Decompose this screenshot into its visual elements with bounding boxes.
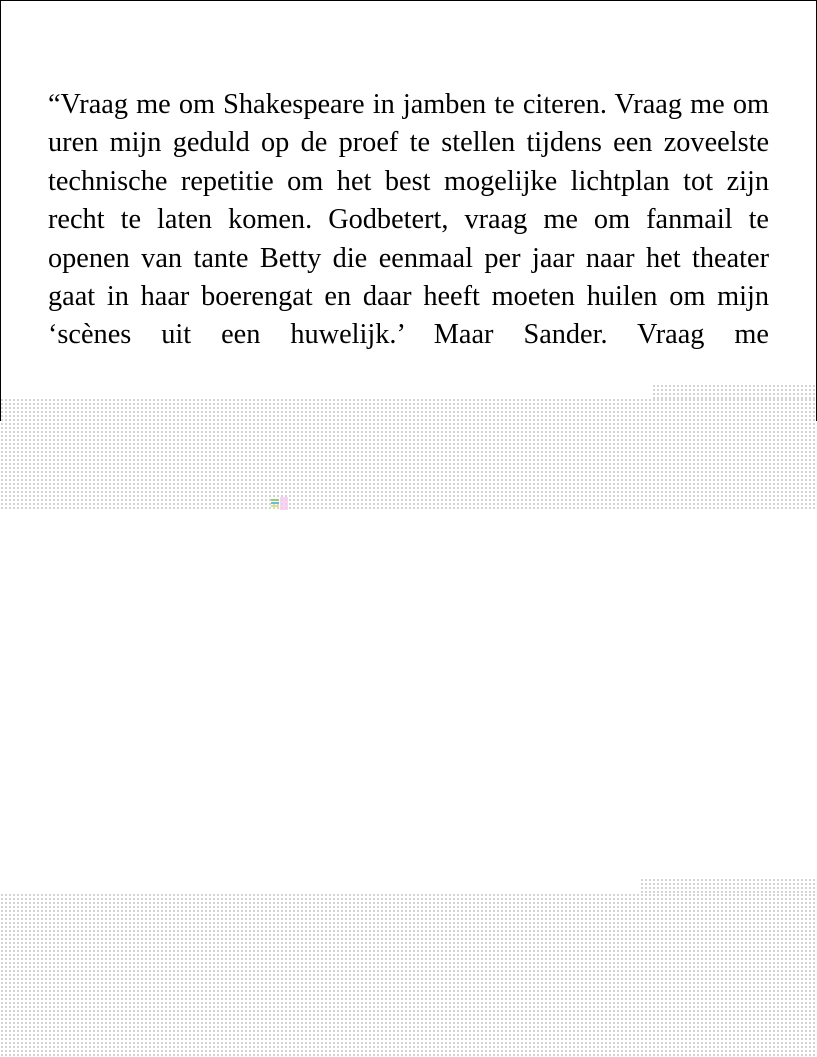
colored-list-marker-icon: [271, 496, 289, 512]
marker-bars: [271, 499, 279, 509]
marker-square: [280, 497, 288, 510]
body-paragraph: “Vraag me om Shakespeare in jamben te citeren. Vraag me om uren mijn geduld op de proef te stellen tijdens een zoveelste technische repetitie om het best mogelijke lichtplan tot zijn recht te laten komen. Godbetert, vraag me om fanmail te openen van tante Betty die eenmaal per jaar naar het theater gaat in haar boerengat en daar heeft moeten huilen om mijn ‘scènes uit een huwelijk.’ Maar Sander. Vraag me: [48, 89, 769, 351]
dotted-overlay-bottom-step: [640, 878, 817, 894]
dotted-overlay-top-step: [652, 384, 817, 400]
dotted-overlay-bottom: [0, 893, 817, 1057]
text-region: [48, 86, 769, 390]
marker-bar: [271, 499, 279, 501]
marker-bar: [271, 505, 279, 507]
dotted-overlay-top: [0, 398, 817, 510]
marker-bar: [271, 502, 279, 504]
